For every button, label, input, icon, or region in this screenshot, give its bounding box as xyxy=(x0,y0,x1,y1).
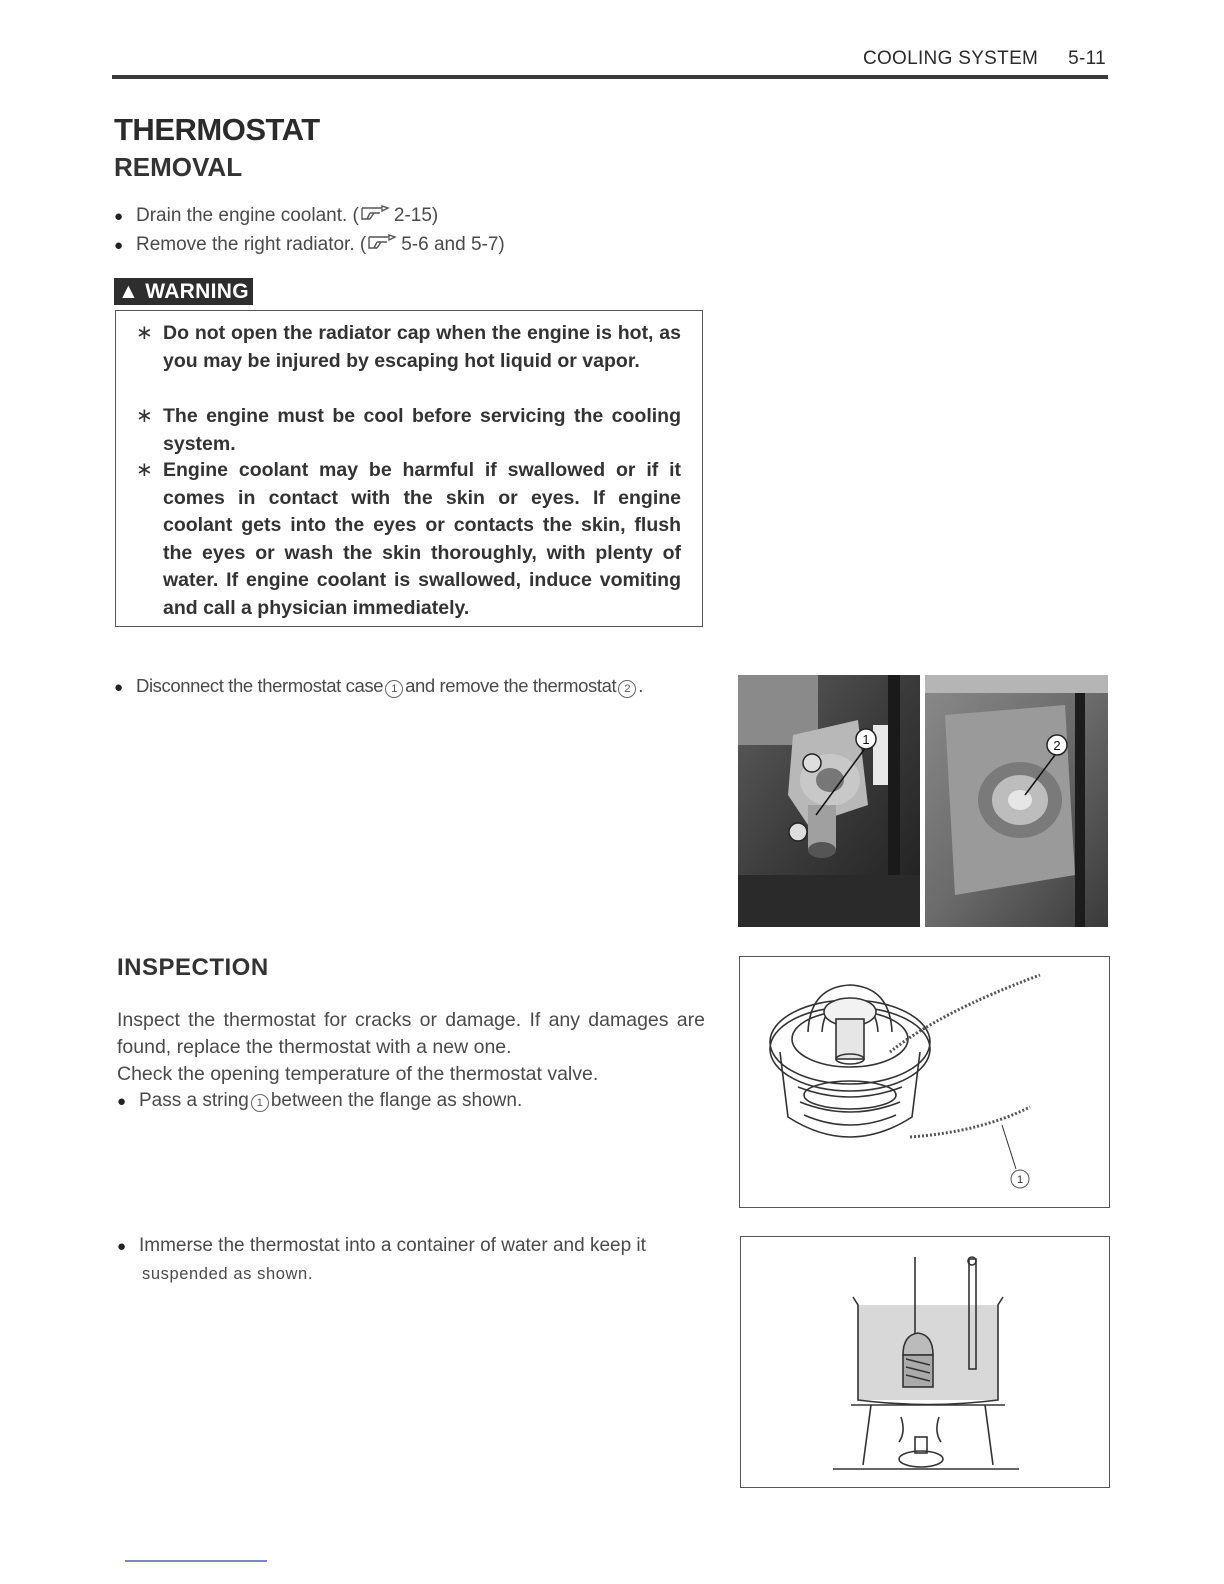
figure-water-container xyxy=(740,1236,1110,1488)
string-step: ● Pass a string 1 between the flange as shown. xyxy=(117,1090,523,1111)
reference-hand-icon xyxy=(360,205,390,221)
reference-hand-icon xyxy=(367,234,397,250)
warning-box xyxy=(115,310,703,627)
warning-triangle-icon: ▲ xyxy=(118,280,140,303)
inspection-paragraph-2: Check the opening temperature of the thermostat valve. xyxy=(117,1063,599,1085)
photo-callout-2: 2 xyxy=(1053,738,1061,753)
section-title: COOLING SYSTEM xyxy=(862,48,1039,69)
string-callout: 1 xyxy=(1016,1174,1024,1186)
page-header xyxy=(863,48,1106,70)
photo-thermostat-case xyxy=(738,675,920,927)
warning-item-2: ∗ The engine must be cool before servicing the cooling system. xyxy=(136,405,681,455)
removal-heading: REMOVAL xyxy=(114,152,243,182)
asterisk-icon: ∗ xyxy=(136,405,153,427)
warning-item-1: ∗ Do not open the radiator cap when the engine is hot, as you may be injured by escaping hot liquid or vapor. xyxy=(136,322,681,372)
disconnect-step: ● Disconnect the thermostat case 1 and remove the thermostat 2 . xyxy=(114,675,643,696)
photo-thermostat xyxy=(925,675,1108,927)
header-rule xyxy=(112,75,1108,79)
photo-callout-1: 1 xyxy=(862,732,870,747)
figure-thermostat-string xyxy=(739,956,1110,1208)
callout-mark-1: 1 xyxy=(385,680,403,698)
immerse-step: ● Immerse the thermostat into a container of water and keep it xyxy=(117,1235,646,1256)
removal-step-2: ● Remove the right radiator. ( 5-6 and 5-7) xyxy=(114,234,505,255)
bullet-icon: ● xyxy=(114,237,124,254)
bullet-icon: ● xyxy=(114,679,123,696)
footer-mark xyxy=(125,1560,267,1562)
page-title: THERMOSTAT xyxy=(114,112,320,147)
bullet-icon: ● xyxy=(114,208,124,225)
callout-mark-2: 2 xyxy=(618,680,636,698)
page-number: 5-11 xyxy=(1068,48,1106,69)
warning-label: ▲ WARNING xyxy=(114,278,253,305)
asterisk-icon: ∗ xyxy=(136,459,153,481)
asterisk-icon: ∗ xyxy=(136,322,153,344)
callout-mark-1: 1 xyxy=(251,1094,269,1112)
bullet-icon: ● xyxy=(117,1238,127,1255)
immerse-step-continuation: suspended as shown. xyxy=(142,1265,314,1283)
removal-step-1: ● Drain the engine coolant. ( 2-15) xyxy=(114,205,439,226)
inspection-paragraph-1: Inspect the thermostat for cracks or damage. If any damages are found, replace the thermostat with a new one. xyxy=(117,1009,705,1058)
warning-item-3: ∗ Engine coolant may be harmful if swallowed or if it comes in contact with the skin or eyes. If engine coolant gets into the eyes or contacts the skin, flush the eyes or wash the skin thoroughly, with plenty of water. If engine coolant is swallowed, induce vomiting and call a physician immediately. xyxy=(136,459,681,619)
inspection-heading: INSPECTION xyxy=(117,954,269,981)
bullet-icon: ● xyxy=(117,1093,127,1110)
